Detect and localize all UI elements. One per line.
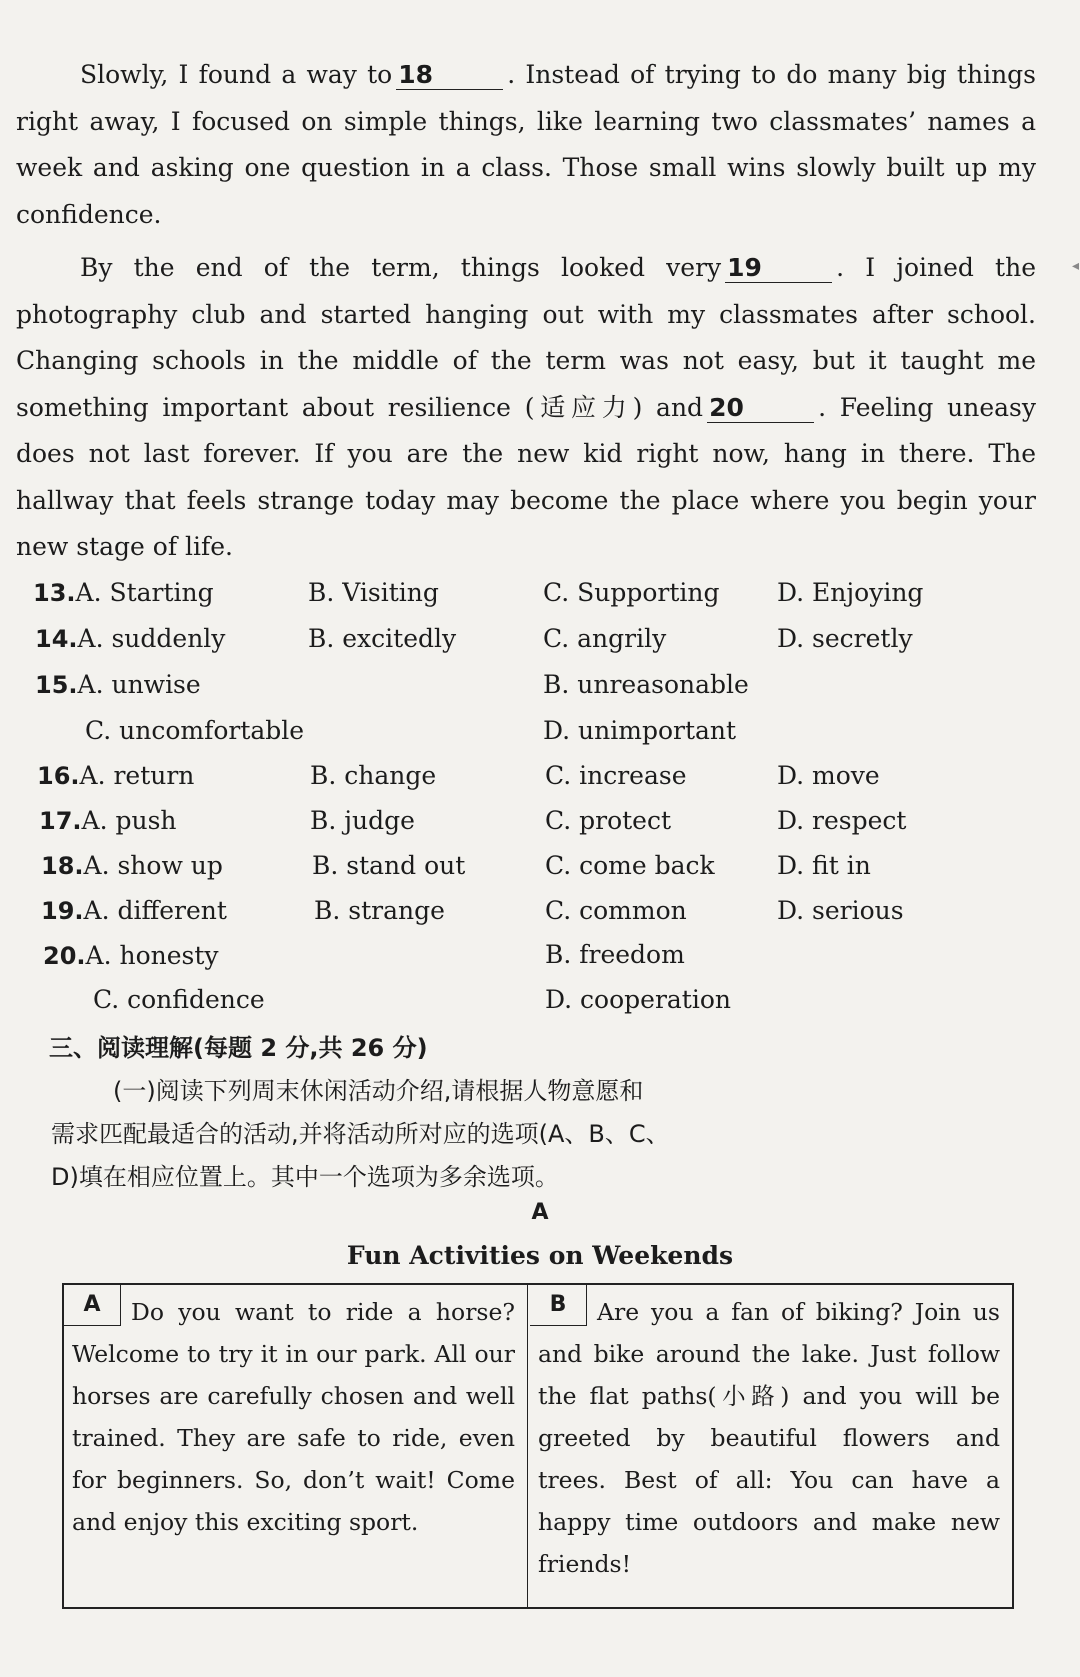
option-a-text: A. honesty [85, 941, 219, 970]
activities-table [62, 1283, 1014, 1609]
option-a-text: A. unwise [77, 670, 201, 699]
question-number: 18. [41, 852, 84, 880]
option-c: C. common [545, 896, 687, 925]
activity-label: B [530, 1285, 587, 1326]
activity-a-cell [64, 1285, 528, 1607]
paragraph-text: . Instead of trying to do many big things right away, I focused on simple things, like learning two classmates’ names a week and asking one question in a class. Those small wins slowly built up my confidence. [16, 60, 1036, 229]
scan-edge-mark: ◂ [1072, 258, 1080, 274]
activity-description: Do you want to ride a horse? Welcome to try it in our park. All our horses are carefully chosen and well trained. They are safe to ride, even for beginners. So, don’t wait! Come and enjoy this exciting sport. [72, 1298, 515, 1536]
option-a [41, 851, 223, 880]
question-number: 13. [33, 579, 76, 607]
option-b: B. change [310, 761, 437, 790]
option-a [35, 670, 201, 699]
activity-b-cell [528, 1285, 1012, 1607]
question-number: 20. [43, 942, 86, 970]
paragraph-text: By the end of the term, things looked very [80, 253, 722, 282]
question-number: 15. [35, 671, 78, 699]
passage-paragraph-1 [16, 52, 1036, 238]
option-a [33, 578, 214, 607]
option-d: D. move [777, 761, 880, 790]
option-a-text: A. Starting [75, 578, 214, 607]
option-a [41, 896, 227, 925]
option-c: C. angrily [543, 624, 667, 653]
option-b: B. excitedly [308, 624, 457, 653]
option-c: C. uncomfortable [85, 716, 305, 745]
instructions-line-2: 需求匹配最适合的活动,并将活动所对应的选项(A、B、C、 [51, 1120, 670, 1148]
option-a [43, 941, 219, 970]
blank-19: 19 [725, 254, 832, 283]
option-c: C. increase [545, 761, 687, 790]
blank-18: 18 [396, 61, 503, 90]
option-b: B. stand out [312, 851, 466, 880]
option-c: C. protect [545, 806, 672, 835]
option-b: B. unreasonable [543, 670, 749, 699]
option-d: D. cooperation [545, 985, 731, 1014]
blank-20: 20 [707, 394, 814, 423]
option-b: B. freedom [545, 940, 685, 969]
option-d: D. respect [777, 806, 907, 835]
question-number: 17. [39, 807, 82, 835]
instructions-line-3: D)填在相应位置上。其中一个选项为多余选项。 [51, 1163, 559, 1191]
option-a-text: A. show up [83, 851, 223, 880]
option-a [39, 806, 177, 835]
option-c: C. Supporting [543, 578, 720, 607]
option-c: C. come back [545, 851, 715, 880]
part-label: A [531, 1200, 549, 1225]
option-d: D. fit in [777, 851, 871, 880]
option-c: C. confidence [93, 985, 265, 1014]
option-d: D. serious [777, 896, 904, 925]
instructions-line-1: (一)阅读下列周末休闲活动介绍,请根据人物意愿和 [113, 1077, 644, 1105]
option-a-text: A. different [83, 896, 227, 925]
question-number: 16. [37, 762, 80, 790]
paragraph-text: . Feeling uneasy does not last forever. If you are the new kid right now, hang in there. The hallway that feels strange today may become the place where you begin your new stage of life. [16, 392, 1036, 561]
activity-description: Are you a fan of biking? Join us and bike around the lake. Just follow the flat paths(小路) and you will be greeted by beautiful flowers and trees. Best of all: You can have a happy time outdoors and make new friends! [538, 1298, 1000, 1578]
question-number: 19. [41, 897, 84, 925]
option-a-text: A. suddenly [77, 624, 226, 653]
option-d: D. secretly [777, 624, 913, 653]
option-a-text: A. return [79, 761, 195, 790]
option-a [37, 761, 194, 790]
option-b: B. strange [314, 896, 445, 925]
section-heading: 三、阅读理解(每题 2 分,共 26 分) [49, 1034, 428, 1062]
question-number: 14. [35, 625, 78, 653]
reading-title: Fun Activities on Weekends [346, 1241, 734, 1270]
option-d: D. Enjoying [777, 578, 924, 607]
option-a-text: A. push [81, 806, 177, 835]
option-b: B. judge [310, 806, 415, 835]
paragraph-text: . I joined the photography club and started hanging out with my classmates after school. Changing schools in the middle of the term was not easy, but it taught me something important about resilience (适应力) and [16, 253, 1036, 422]
option-d: D. unimportant [543, 716, 737, 745]
paragraph-text: Slowly, I found a way to [80, 60, 393, 89]
option-a [35, 624, 225, 653]
option-b: B. Visiting [308, 578, 439, 607]
activity-label: A [64, 1285, 121, 1326]
passage-paragraph-2 [16, 245, 1036, 571]
